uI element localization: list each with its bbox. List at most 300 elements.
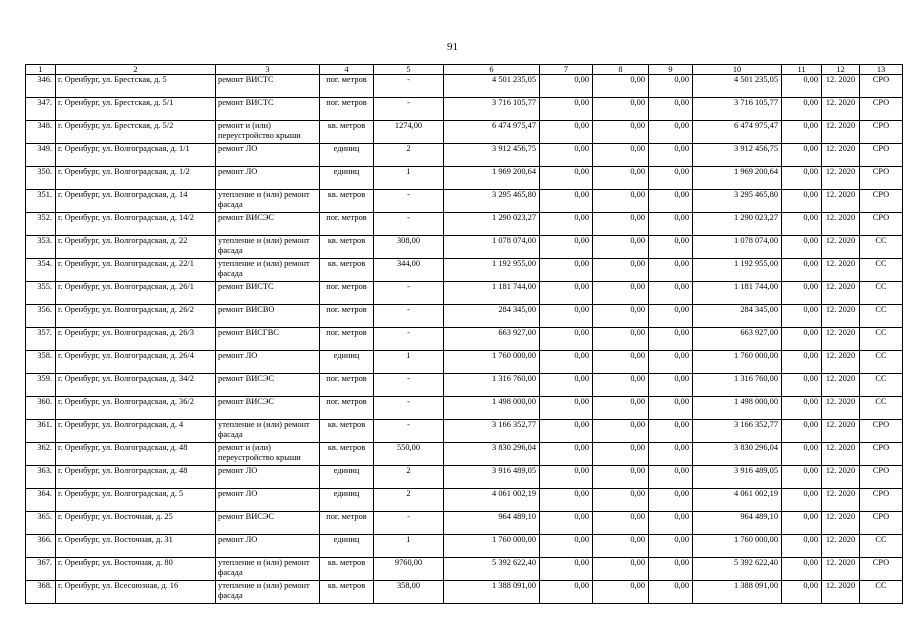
fund-type-cell: СРО [860, 98, 903, 121]
col7-cell: 0,00 [540, 535, 593, 558]
column-header: 8 [593, 65, 649, 75]
total-cost-cell: 964 489,10 [444, 512, 540, 535]
row-number: 347. [26, 98, 56, 121]
deadline-cell: 12. 2020 [822, 397, 860, 420]
deadline-cell: 12. 2020 [822, 420, 860, 443]
column-header: 7 [540, 65, 593, 75]
volume-cell: - [374, 397, 444, 420]
volume-cell: 9760,00 [374, 558, 444, 581]
col7-cell: 0,00 [540, 75, 593, 98]
work-type-cell: ремонт ВИСТС [216, 75, 320, 98]
address-cell: г. Оренбург, ул. Волгоградская, д. 4 [56, 420, 216, 443]
row-number: 366. [26, 535, 56, 558]
unit-cell: пог. метров [320, 397, 374, 420]
col7-cell: 0,00 [540, 420, 593, 443]
row-number: 363. [26, 466, 56, 489]
work-type-cell: ремонт ЛО [216, 466, 320, 489]
fund-type-cell: СРО [860, 75, 903, 98]
col8-cell: 0,00 [593, 512, 649, 535]
deadline-cell: 12. 2020 [822, 75, 860, 98]
column-header: 4 [320, 65, 374, 75]
col8-cell: 0,00 [593, 328, 649, 351]
address-cell: г. Оренбург, ул. Брестская, д. 5/1 [56, 98, 216, 121]
total-cost-cell: 1 969 200,64 [444, 167, 540, 190]
fund-cost-cell: 284 345,00 [693, 305, 782, 328]
total-cost-cell: 1 192 955,00 [444, 259, 540, 282]
table-row [26, 305, 903, 328]
table-row [26, 98, 903, 121]
table-row [26, 512, 903, 535]
col9-cell: 0,00 [649, 144, 693, 167]
column-header: 2 [56, 65, 216, 75]
table-body [26, 75, 903, 604]
fund-cost-cell: 1 760 000,00 [693, 535, 782, 558]
row-number: 360. [26, 397, 56, 420]
table-row [26, 167, 903, 190]
col8-cell: 0,00 [593, 98, 649, 121]
row-number: 357. [26, 328, 56, 351]
total-cost-cell: 1 290 023,27 [444, 213, 540, 236]
address-cell: г. Оренбург, ул. Восточная, д. 80 [56, 558, 216, 581]
row-number: 365. [26, 512, 56, 535]
table-row [26, 213, 903, 236]
fund-cost-cell: 1 316 760,00 [693, 374, 782, 397]
row-number: 355. [26, 282, 56, 305]
address-cell: г. Оренбург, ул. Брестская, д. 5 [56, 75, 216, 98]
unit-cell: единиц [320, 535, 374, 558]
fund-cost-cell: 1 498 000,00 [693, 397, 782, 420]
table-row [26, 535, 903, 558]
address-cell: г. Оренбург, ул. Волгоградская, д. 26/2 [56, 305, 216, 328]
address-cell: г. Оренбург, ул. Волгоградская, д. 48 [56, 466, 216, 489]
work-type-cell: ремонт ВИСЭС [216, 397, 320, 420]
col11-cell: 0,00 [782, 75, 822, 98]
fund-type-cell: СС [860, 351, 903, 374]
col8-cell: 0,00 [593, 144, 649, 167]
unit-cell: единиц [320, 144, 374, 167]
unit-cell: единиц [320, 167, 374, 190]
col11-cell: 0,00 [782, 190, 822, 213]
unit-cell: кв. метров [320, 190, 374, 213]
deadline-cell: 12. 2020 [822, 259, 860, 282]
work-type-cell: ремонт ЛО [216, 489, 320, 512]
row-number: 362. [26, 443, 56, 466]
fund-type-cell: СРО [860, 489, 903, 512]
col7-cell: 0,00 [540, 374, 593, 397]
address-cell: г. Оренбург, ул. Волгоградская, д. 26/1 [56, 282, 216, 305]
col9-cell: 0,00 [649, 259, 693, 282]
col11-cell: 0,00 [782, 489, 822, 512]
col8-cell: 0,00 [593, 420, 649, 443]
volume-cell: - [374, 98, 444, 121]
table-row [26, 282, 903, 305]
col11-cell: 0,00 [782, 144, 822, 167]
unit-cell: кв. метров [320, 236, 374, 259]
row-number: 358. [26, 351, 56, 374]
total-cost-cell: 284 345,00 [444, 305, 540, 328]
work-type-cell: ремонт и (или) переустройство крыши [216, 443, 320, 466]
fund-type-cell: СРО [860, 190, 903, 213]
col7-cell: 0,00 [540, 489, 593, 512]
volume-cell: 1 [374, 167, 444, 190]
col9-cell: 0,00 [649, 75, 693, 98]
work-type-cell: утепление и (или) ремонт фасада [216, 259, 320, 282]
work-type-cell: ремонт ВИСГВС [216, 328, 320, 351]
col7-cell: 0,00 [540, 282, 593, 305]
unit-cell: кв. метров [320, 558, 374, 581]
col7-cell: 0,00 [540, 351, 593, 374]
work-type-cell: ремонт ВИСВО [216, 305, 320, 328]
deadline-cell: 12. 2020 [822, 443, 860, 466]
col11-cell: 0,00 [782, 328, 822, 351]
fund-cost-cell: 1 181 744,00 [693, 282, 782, 305]
col8-cell: 0,00 [593, 397, 649, 420]
fund-cost-cell: 3 916 489,05 [693, 466, 782, 489]
col8-cell: 0,00 [593, 236, 649, 259]
col9-cell: 0,00 [649, 190, 693, 213]
table-row [26, 236, 903, 259]
column-header: 1 [26, 65, 56, 75]
fund-cost-cell: 663 927,00 [693, 328, 782, 351]
total-cost-cell: 1 316 760,00 [444, 374, 540, 397]
total-cost-cell: 1 181 744,00 [444, 282, 540, 305]
deadline-cell: 12. 2020 [822, 558, 860, 581]
fund-cost-cell: 1 192 955,00 [693, 259, 782, 282]
volume-cell: 2 [374, 466, 444, 489]
fund-cost-cell: 964 489,10 [693, 512, 782, 535]
address-cell: г. Оренбург, ул. Волгоградская, д. 1/1 [56, 144, 216, 167]
col7-cell: 0,00 [540, 236, 593, 259]
capital-repair-table [25, 64, 903, 604]
col9-cell: 0,00 [649, 282, 693, 305]
col8-cell: 0,00 [593, 466, 649, 489]
address-cell: г. Оренбург, ул. Брестская, д. 5/2 [56, 121, 216, 144]
col11-cell: 0,00 [782, 305, 822, 328]
fund-cost-cell: 3 166 352,77 [693, 420, 782, 443]
table-row [26, 374, 903, 397]
col11-cell: 0,00 [782, 466, 822, 489]
unit-cell: кв. метров [320, 259, 374, 282]
work-type-cell: ремонт ЛО [216, 167, 320, 190]
col11-cell: 0,00 [782, 167, 822, 190]
row-number: 354. [26, 259, 56, 282]
col11-cell: 0,00 [782, 443, 822, 466]
col9-cell: 0,00 [649, 558, 693, 581]
row-number: 356. [26, 305, 56, 328]
address-cell: г. Оренбург, ул. Волгоградская, д. 1/2 [56, 167, 216, 190]
total-cost-cell: 3 916 489,05 [444, 466, 540, 489]
volume-cell: - [374, 328, 444, 351]
address-cell: г. Оренбург, ул. Волгоградская, д. 26/3 [56, 328, 216, 351]
fund-cost-cell: 1 969 200,64 [693, 167, 782, 190]
col7-cell: 0,00 [540, 581, 593, 604]
total-cost-cell: 1 078 074,00 [444, 236, 540, 259]
volume-cell: - [374, 190, 444, 213]
fund-type-cell: СРО [860, 213, 903, 236]
fund-type-cell: СС [860, 374, 903, 397]
fund-type-cell: СРО [860, 121, 903, 144]
volume-cell: - [374, 420, 444, 443]
volume-cell: - [374, 374, 444, 397]
col7-cell: 0,00 [540, 512, 593, 535]
col8-cell: 0,00 [593, 305, 649, 328]
col11-cell: 0,00 [782, 512, 822, 535]
fund-type-cell: СС [860, 282, 903, 305]
total-cost-cell: 663 927,00 [444, 328, 540, 351]
col11-cell: 0,00 [782, 581, 822, 604]
deadline-cell: 12. 2020 [822, 98, 860, 121]
fund-cost-cell: 1 760 000,00 [693, 351, 782, 374]
address-cell: г. Оренбург, ул. Восточная, д. 31 [56, 535, 216, 558]
column-header: 13 [860, 65, 903, 75]
unit-cell: пог. метров [320, 282, 374, 305]
fund-cost-cell: 6 474 975,47 [693, 121, 782, 144]
column-header: 6 [444, 65, 540, 75]
deadline-cell: 12. 2020 [822, 374, 860, 397]
volume-cell: 1 [374, 535, 444, 558]
fund-cost-cell: 4 061 002,19 [693, 489, 782, 512]
unit-cell: пог. метров [320, 75, 374, 98]
col7-cell: 0,00 [540, 259, 593, 282]
column-header: 9 [649, 65, 693, 75]
unit-cell: пог. метров [320, 512, 374, 535]
table-row [26, 328, 903, 351]
fund-type-cell: СС [860, 259, 903, 282]
volume-cell: 2 [374, 489, 444, 512]
col11-cell: 0,00 [782, 397, 822, 420]
unit-cell: пог. метров [320, 328, 374, 351]
row-number: 368. [26, 581, 56, 604]
deadline-cell: 12. 2020 [822, 144, 860, 167]
col9-cell: 0,00 [649, 512, 693, 535]
fund-type-cell: СРО [860, 167, 903, 190]
col7-cell: 0,00 [540, 167, 593, 190]
col7-cell: 0,00 [540, 558, 593, 581]
volume-cell: 1 [374, 351, 444, 374]
col11-cell: 0,00 [782, 213, 822, 236]
total-cost-cell: 6 474 975,47 [444, 121, 540, 144]
col7-cell: 0,00 [540, 328, 593, 351]
table-row [26, 466, 903, 489]
unit-cell: кв. метров [320, 581, 374, 604]
fund-type-cell: СРО [860, 443, 903, 466]
fund-cost-cell: 3 912 456,75 [693, 144, 782, 167]
deadline-cell: 12. 2020 [822, 466, 860, 489]
fund-cost-cell: 3 830 296,04 [693, 443, 782, 466]
deadline-cell: 12. 2020 [822, 489, 860, 512]
row-number: 350. [26, 167, 56, 190]
deadline-cell: 12. 2020 [822, 121, 860, 144]
address-cell: г. Оренбург, ул. Волгоградская, д. 22 [56, 236, 216, 259]
fund-cost-cell: 5 392 622,40 [693, 558, 782, 581]
fund-type-cell: СС [860, 581, 903, 604]
col9-cell: 0,00 [649, 305, 693, 328]
col9-cell: 0,00 [649, 167, 693, 190]
table-row [26, 397, 903, 420]
volume-cell: - [374, 282, 444, 305]
col11-cell: 0,00 [782, 121, 822, 144]
work-type-cell: ремонт и (или) переустройство крыши [216, 121, 320, 144]
fund-cost-cell: 4 501 235,05 [693, 75, 782, 98]
unit-cell: единиц [320, 351, 374, 374]
work-type-cell: утепление и (или) ремонт фасада [216, 190, 320, 213]
volume-cell: 550,00 [374, 443, 444, 466]
col8-cell: 0,00 [593, 213, 649, 236]
address-cell: г. Оренбург, ул. Волгоградская, д. 14/2 [56, 213, 216, 236]
table-row [26, 259, 903, 282]
col7-cell: 0,00 [540, 466, 593, 489]
row-number: 361. [26, 420, 56, 443]
col9-cell: 0,00 [649, 374, 693, 397]
work-type-cell: утепление и (или) ремонт фасада [216, 558, 320, 581]
col9-cell: 0,00 [649, 489, 693, 512]
row-number: 348. [26, 121, 56, 144]
unit-cell: кв. метров [320, 443, 374, 466]
unit-cell: пог. метров [320, 374, 374, 397]
col8-cell: 0,00 [593, 75, 649, 98]
volume-cell: 2 [374, 144, 444, 167]
volume-cell: - [374, 213, 444, 236]
volume-cell: - [374, 75, 444, 98]
col8-cell: 0,00 [593, 489, 649, 512]
table-row [26, 581, 903, 604]
deadline-cell: 12. 2020 [822, 167, 860, 190]
table-row [26, 190, 903, 213]
total-cost-cell: 1 760 000,00 [444, 351, 540, 374]
fund-cost-cell: 1 388 091,00 [693, 581, 782, 604]
col11-cell: 0,00 [782, 420, 822, 443]
work-type-cell: ремонт ЛО [216, 144, 320, 167]
row-number: 367. [26, 558, 56, 581]
col9-cell: 0,00 [649, 535, 693, 558]
fund-type-cell: СС [860, 397, 903, 420]
header-row [26, 65, 903, 75]
volume-cell: 358,00 [374, 581, 444, 604]
fund-cost-cell: 1 290 023,27 [693, 213, 782, 236]
fund-type-cell: СРО [860, 512, 903, 535]
work-type-cell: утепление и (или) ремонт фасада [216, 581, 320, 604]
table-row [26, 489, 903, 512]
address-cell: г. Оренбург, ул. Волгоградская, д. 26/4 [56, 351, 216, 374]
column-header: 5 [374, 65, 444, 75]
work-type-cell: утепление и (или) ремонт фасада [216, 236, 320, 259]
unit-cell: кв. метров [320, 121, 374, 144]
work-type-cell: ремонт ВИСЭС [216, 512, 320, 535]
work-type-cell: утепление и (или) ремонт фасада [216, 420, 320, 443]
work-type-cell: ремонт ВИСЭС [216, 213, 320, 236]
address-cell: г. Оренбург, ул. Волгоградская, д. 34/2 [56, 374, 216, 397]
col8-cell: 0,00 [593, 443, 649, 466]
address-cell: г. Оренбург, ул. Волгоградская, д. 48 [56, 443, 216, 466]
unit-cell: кв. метров [320, 420, 374, 443]
deadline-cell: 12. 2020 [822, 581, 860, 604]
work-type-cell: ремонт ВИСТС [216, 98, 320, 121]
row-number: 346. [26, 75, 56, 98]
col8-cell: 0,00 [593, 558, 649, 581]
fund-type-cell: СС [860, 305, 903, 328]
volume-cell: - [374, 512, 444, 535]
fund-type-cell: СРО [860, 558, 903, 581]
col8-cell: 0,00 [593, 374, 649, 397]
total-cost-cell: 3 295 465,80 [444, 190, 540, 213]
row-number: 349. [26, 144, 56, 167]
unit-cell: пог. метров [320, 305, 374, 328]
col11-cell: 0,00 [782, 282, 822, 305]
total-cost-cell: 4 501 235,05 [444, 75, 540, 98]
unit-cell: единиц [320, 489, 374, 512]
unit-cell: единиц [320, 466, 374, 489]
fund-type-cell: СРО [860, 466, 903, 489]
col7-cell: 0,00 [540, 98, 593, 121]
deadline-cell: 12. 2020 [822, 512, 860, 535]
col11-cell: 0,00 [782, 259, 822, 282]
address-cell: г. Оренбург, ул. Всесоюзная, д. 16 [56, 581, 216, 604]
fund-type-cell: СРО [860, 144, 903, 167]
fund-cost-cell: 3 295 465,80 [693, 190, 782, 213]
col7-cell: 0,00 [540, 121, 593, 144]
unit-cell: пог. метров [320, 213, 374, 236]
col7-cell: 0,00 [540, 144, 593, 167]
col8-cell: 0,00 [593, 282, 649, 305]
work-type-cell: ремонт ВИСЭС [216, 374, 320, 397]
table-row [26, 443, 903, 466]
total-cost-cell: 5 392 622,40 [444, 558, 540, 581]
table-row [26, 420, 903, 443]
row-number: 353. [26, 236, 56, 259]
total-cost-cell: 3 716 105,77 [444, 98, 540, 121]
col7-cell: 0,00 [540, 397, 593, 420]
col9-cell: 0,00 [649, 121, 693, 144]
row-number: 352. [26, 213, 56, 236]
row-number: 364. [26, 489, 56, 512]
volume-cell: 308,00 [374, 236, 444, 259]
col7-cell: 0,00 [540, 305, 593, 328]
col7-cell: 0,00 [540, 213, 593, 236]
volume-cell: 1274,00 [374, 121, 444, 144]
col9-cell: 0,00 [649, 397, 693, 420]
col9-cell: 0,00 [649, 98, 693, 121]
fund-type-cell: СС [860, 535, 903, 558]
deadline-cell: 12. 2020 [822, 535, 860, 558]
col9-cell: 0,00 [649, 351, 693, 374]
unit-cell: пог. метров [320, 98, 374, 121]
col11-cell: 0,00 [782, 374, 822, 397]
col8-cell: 0,00 [593, 167, 649, 190]
col11-cell: 0,00 [782, 535, 822, 558]
total-cost-cell: 1 388 091,00 [444, 581, 540, 604]
col8-cell: 0,00 [593, 535, 649, 558]
page-number: 91 [447, 41, 458, 53]
deadline-cell: 12. 2020 [822, 328, 860, 351]
fund-type-cell: СС [860, 236, 903, 259]
address-cell: г. Оренбург, ул. Волгоградская, д. 14 [56, 190, 216, 213]
col7-cell: 0,00 [540, 443, 593, 466]
column-header: 12 [822, 65, 860, 75]
table-row [26, 121, 903, 144]
col9-cell: 0,00 [649, 236, 693, 259]
work-type-cell: ремонт ВИСТС [216, 282, 320, 305]
address-cell: г. Оренбург, ул. Восточная, д. 25 [56, 512, 216, 535]
address-cell: г. Оренбург, ул. Волгоградская, д. 22/1 [56, 259, 216, 282]
deadline-cell: 12. 2020 [822, 351, 860, 374]
table-row [26, 558, 903, 581]
deadline-cell: 12. 2020 [822, 236, 860, 259]
total-cost-cell: 4 061 002,19 [444, 489, 540, 512]
address-cell: г. Оренбург, ул. Волгоградская, д. 5 [56, 489, 216, 512]
row-number: 359. [26, 374, 56, 397]
fund-cost-cell: 1 078 074,00 [693, 236, 782, 259]
col11-cell: 0,00 [782, 351, 822, 374]
